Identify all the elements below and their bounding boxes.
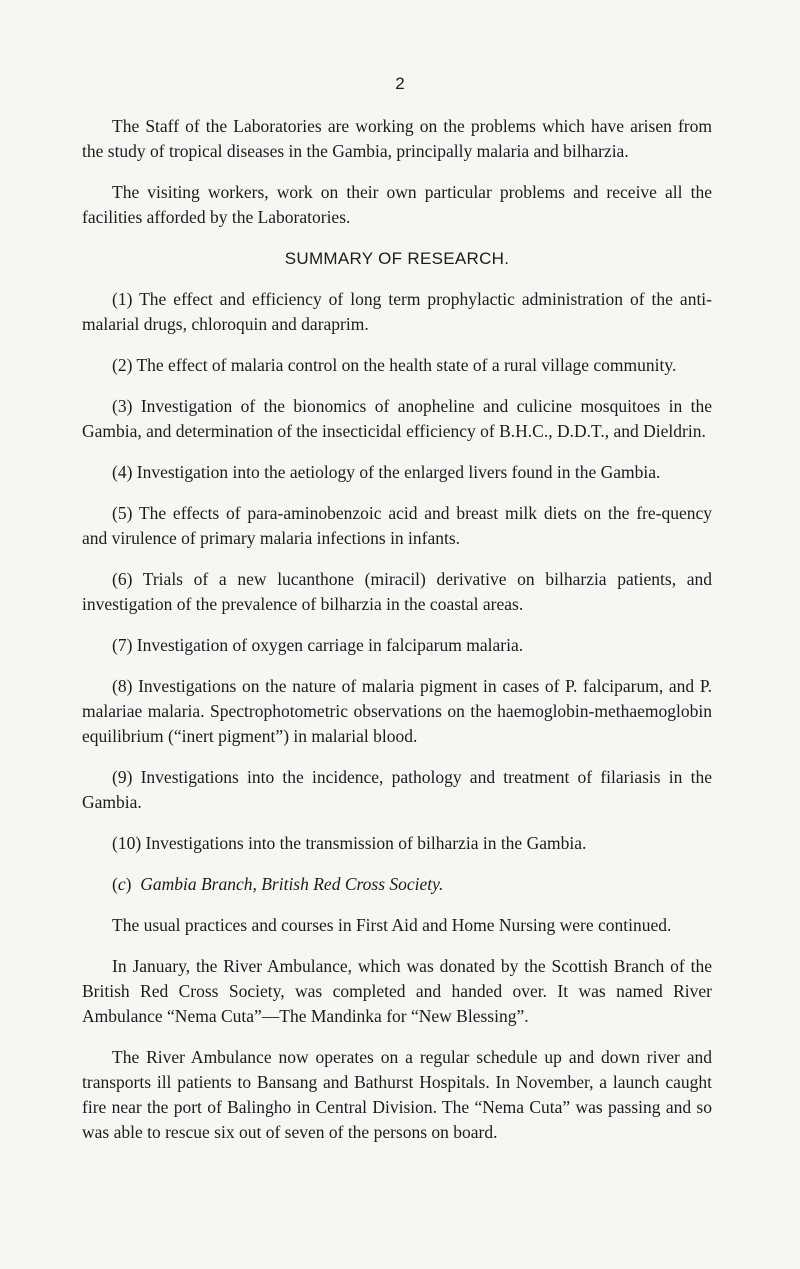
item-number: (3)	[112, 396, 133, 416]
item-text: Investigations on the nature of malaria pigment in cases of P. falciparum, and P. malariae malaria. Spectrophotometric observations on the haemoglobin-methaemoglobin equilibrium (“inert pigment”) in malarial blood.	[82, 676, 712, 746]
section-c-heading: (c) Gambia Branch, British Red Cross Society.	[112, 874, 444, 894]
item-number: (5)	[112, 503, 133, 523]
section-c-paragraph: The usual practices and courses in First Aid and Home Nursing were continued.	[112, 915, 672, 935]
item-text: Trials of a new lucanthone (miracil) derivative on bilharzia patients, and investigation of the prevalence of bilharzia in the coastal areas.	[82, 569, 713, 614]
research-item-4	[82, 460, 712, 485]
research-item-7	[82, 633, 712, 658]
item-number: (9)	[112, 767, 133, 787]
research-item-1	[82, 287, 712, 337]
section-c-paragraph: In January, the River Ambulance, which was donated by the Scottish Branch of the British Red Cross Society, was completed and handed over. It was named River Ambulance “Nema Cuta”—The Mandinka for “New Blessing”.	[82, 956, 712, 1026]
research-item-10	[82, 831, 712, 856]
item-number: (1)	[112, 289, 133, 309]
item-number: (10)	[112, 833, 142, 853]
item-number: (4)	[112, 462, 133, 482]
intro-paragraph: The visiting workers, work on their own particular problems and receive all the facilities afforded by the Laboratories.	[82, 182, 712, 227]
item-text: Investigations into the incidence, pathology and treatment of filariasis in the Gambia.	[82, 767, 712, 812]
section-c-label-letter: c	[117, 874, 126, 894]
item-number: (8)	[112, 676, 133, 696]
summary-heading: SUMMARY OF RESEARCH.	[284, 249, 510, 268]
item-text: Investigation into the aetiology of the enlarged livers found in the Gambia.	[136, 462, 661, 482]
item-text: Investigation of oxygen carriage in falciparum malaria.	[136, 635, 524, 655]
item-number: (6)	[112, 569, 133, 589]
item-text: The effect of malaria control on the health state of a rural village community.	[136, 355, 677, 375]
research-item-9	[82, 765, 712, 815]
item-number: (2)	[112, 355, 133, 375]
item-text: The effect and efficiency of long term prophylactic administration of the anti-malarial drugs, chloroquin and daraprim.	[82, 289, 712, 334]
research-item-3	[82, 394, 712, 444]
page-number: 2	[395, 74, 405, 93]
research-item-6	[82, 567, 712, 617]
research-item-2	[82, 353, 712, 378]
research-item-8	[82, 674, 712, 749]
item-text: Investigation of the bionomics of anopheline and culicine mosquitoes in the Gambia, and determination of the insecticidal efficiency of B.H.C., D.D.T., and Dieldrin.	[82, 396, 712, 441]
item-number: (7)	[112, 635, 133, 655]
intro-paragraph: The Staff of the Laboratories are working on the problems which have arisen from the study of tropical diseases in the Gambia, principally malaria and bilharzia.	[82, 116, 712, 161]
page-body	[82, 114, 712, 1161]
item-text: The effects of para-aminobenzoic acid and breast milk diets on the fre-quency and virulence of primary malaria infections in infants.	[82, 503, 712, 548]
section-c-title: Gambia Branch, British Red Cross Society.	[140, 874, 444, 894]
research-item-5	[82, 501, 712, 551]
section-c-paragraph: The River Ambulance now operates on a regular schedule up and down river and transports ill patients to Bansang and Bathurst Hospitals. In November, a launch caught fire near the port of Balingho in Central Division. The “Nema Cuta” was passing and so was able to rescue six out of seven of the persons on board.	[82, 1047, 712, 1142]
item-text: Investigations into the transmission of bilharzia in the Gambia.	[145, 833, 587, 853]
